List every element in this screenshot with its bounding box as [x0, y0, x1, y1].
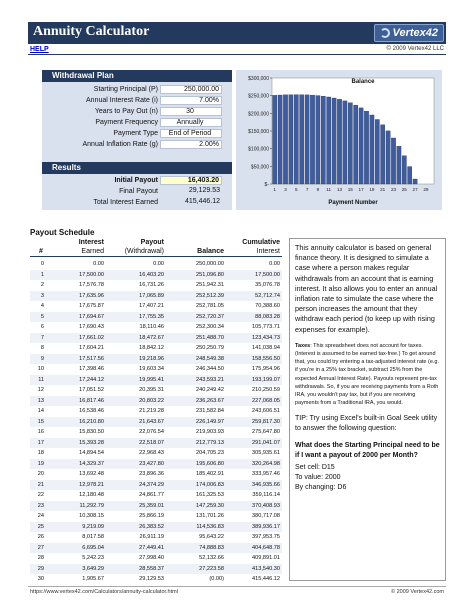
notes-taxes-text: : This spreadsheet does not account for taxes. (Interest is assumed to be earned tax-free.) To get around that, you could try entering a tax-adjusted interest rate (e.g. if you're in a 25% tax bracket, subtract 25% from the expected Annual Interest Rate). Payouts represent pre-tax withdrawals. So, if you are receiving payments from a Roth IRA, you wouldn't pay tax, but if you are receiving payments from a Traditional IRA, you would. [295, 342, 439, 407]
cell-cumulative-interest: 88,083.28 [255, 313, 280, 320]
balance-bar [348, 103, 352, 184]
cell-number: 15 [37, 418, 44, 425]
page-title: Annuity Calculator [33, 24, 150, 39]
cell-cumulative-interest: 0.00 [269, 261, 280, 267]
balance-bar [316, 96, 320, 184]
notes-taxes [295, 342, 440, 408]
cell-interest-earned: 15,830.50 [79, 429, 104, 435]
cell-cumulative-interest: 227,068.05 [252, 397, 280, 404]
chart-title: Balance [351, 79, 375, 85]
cell-number: 5 [40, 313, 44, 320]
cell-cumulative-interest: 380,717.08 [252, 513, 280, 519]
table-row [30, 322, 282, 332]
table-row [30, 343, 282, 353]
cell-number: 18 [37, 450, 44, 456]
cell-cumulative-interest: 397,953.75 [252, 534, 280, 540]
y-tick-label: $- [264, 182, 269, 188]
cell-interest-earned: 16,817.46 [79, 397, 104, 404]
cell-payout: 24,374.29 [139, 481, 164, 488]
cell-balance: 195,606.80 [196, 460, 224, 467]
cell-balance: 250,250.79 [196, 345, 224, 351]
cell-payout: 19,603.34 [139, 366, 164, 372]
cell-balance: 212,779.13 [196, 439, 224, 446]
starting-principal-label: Starting Principal (P) [93, 86, 158, 93]
table-row [30, 448, 282, 458]
y-tick-label: $250,000 [248, 93, 269, 100]
cell-payout: 19,995.41 [139, 376, 164, 383]
table-row [30, 564, 282, 574]
cell-payout: 18,472.67 [139, 334, 164, 341]
cell-balance: 131,701.26 [196, 513, 224, 519]
cell-payout: 28,558.37 [139, 565, 164, 572]
cell-cumulative-interest: 275,647.80 [252, 429, 280, 435]
cell-interest-earned: 17,244.12 [79, 376, 104, 383]
cell-interest-earned: 17,694.67 [79, 313, 104, 320]
table-row [30, 574, 282, 584]
col-header-interest-sub: Earned [81, 248, 104, 255]
footer-copyright: © 2009 Vertex42.com [391, 589, 444, 595]
cell-interest-earned: 17,517.56 [79, 355, 104, 362]
balance-chart [236, 70, 442, 210]
notes-box [289, 238, 446, 581]
cell-balance: 251,488.70 [196, 334, 224, 341]
vertex42-logo[interactable] [374, 24, 444, 42]
cell-number: 8 [40, 345, 44, 351]
cell-interest-earned: 17,661.02 [79, 334, 104, 341]
cell-balance: 226,149.97 [196, 418, 224, 425]
table-row [30, 312, 282, 322]
cell-number: 28 [37, 555, 44, 561]
cell-number: 0 [40, 261, 44, 267]
cell-number: 24 [37, 513, 44, 519]
payment-frequency-row [42, 118, 232, 128]
cell-payout: 26,911.19 [139, 534, 164, 540]
cell-payout: 25,359.01 [139, 502, 164, 509]
balance-bar [321, 96, 325, 184]
cell-interest-earned: 13,692.48 [79, 471, 104, 477]
cell-balance: 252,512.39 [196, 292, 224, 299]
years-label: Years to Pay Out (n) [94, 108, 158, 115]
cell-payout: 18,110.46 [139, 324, 164, 330]
cell-interest-earned: 16,538.46 [79, 408, 104, 414]
cell-number: 14 [37, 408, 44, 414]
balance-bar [413, 179, 417, 184]
cell-payout: 18,842.12 [139, 345, 164, 351]
final-payout-label: Final Payout [119, 188, 158, 195]
cell-cumulative-interest: 320,264.98 [252, 460, 280, 467]
col-header-interest: Interest [78, 239, 104, 246]
results-heading: Results [42, 162, 232, 174]
payment-frequency-label: Payment Frequency [95, 119, 158, 126]
balance-bar [408, 167, 412, 184]
cell-number: 27 [37, 544, 44, 551]
cell-balance: 231,582.84 [196, 408, 224, 414]
cell-payout: 22,076.54 [139, 429, 164, 435]
header-copyright: © 2009 Vertex42 LLC [386, 46, 444, 52]
help-link[interactable]: HELP [30, 46, 49, 53]
cell-cumulative-interest: 415,446.12 [252, 576, 280, 582]
interest-rate-input[interactable]: 7.00% [160, 96, 222, 105]
cell-balance: 243,593.21 [196, 376, 224, 383]
cell-payout: 0.00 [153, 261, 164, 267]
cell-number: 20 [37, 471, 44, 477]
initial-payout-label: Initial Payout [114, 177, 158, 184]
cell-interest-earned: 17,051.52 [79, 387, 104, 393]
cell-interest-earned: 17,576.78 [79, 282, 104, 288]
col-header-payout-sub: (Withdrawal) [124, 248, 164, 255]
cell-interest-earned: 14,329.37 [79, 460, 104, 467]
balance-bar [273, 95, 277, 184]
cell-cumulative-interest: 210,250.59 [252, 387, 280, 393]
cell-number: 10 [37, 366, 44, 372]
y-tick-label: $100,000 [248, 146, 269, 153]
notes-step-set-cell: Set cell: D15 [295, 464, 335, 472]
x-tick-label: 5 [295, 187, 298, 192]
table-row [30, 522, 282, 532]
title-bar [28, 22, 446, 44]
notes-taxes-label: Taxes [295, 342, 311, 349]
table-row [30, 364, 282, 374]
table-row [30, 543, 282, 553]
cell-payout: 17,065.89 [139, 292, 164, 299]
cell-payout: 21,643.67 [139, 418, 164, 425]
x-tick-label: 1 [273, 187, 276, 192]
starting-principal-row [42, 85, 232, 95]
cell-interest-earned: 17,635.96 [79, 292, 104, 299]
cell-cumulative-interest: 389,936.17 [252, 523, 280, 530]
x-axis-label: Payment Number [328, 200, 378, 206]
table-row [30, 291, 282, 301]
cell-cumulative-interest: 17,500.00 [255, 271, 280, 278]
cell-cumulative-interest: 333,957.46 [252, 471, 280, 477]
table-row [30, 406, 282, 416]
cell-number: 3 [40, 292, 44, 299]
balance-bar [337, 99, 341, 184]
balance-bar [278, 95, 282, 184]
cell-interest-earned: 6,695.04 [82, 544, 104, 551]
balance-bar [289, 95, 293, 184]
table-row [30, 385, 282, 395]
y-tick-label: $50,000 [250, 164, 269, 171]
cell-payout: 27,449.41 [139, 544, 164, 551]
cell-number: 19 [37, 460, 44, 467]
cell-balance: 147,259.30 [196, 502, 224, 509]
balance-bar [364, 111, 368, 184]
x-tick-label: 21 [380, 187, 386, 192]
starting-principal-input[interactable]: 250,000.00 [160, 85, 222, 94]
table-row [30, 354, 282, 364]
col-header-balance: Balance [197, 248, 224, 255]
table-row [30, 301, 282, 311]
cell-balance: 251,942.31 [196, 282, 224, 288]
initial-payout-value: 16,403.20 [160, 176, 222, 185]
cell-cumulative-interest: 346,935.66 [252, 481, 280, 488]
total-interest-value: 415,446.12 [184, 198, 220, 205]
initial-payout-row [42, 176, 232, 186]
cell-cumulative-interest: 193,199.07 [252, 376, 280, 383]
y-tick-label: $200,000 [248, 111, 269, 118]
balance-bar [359, 108, 363, 184]
y-tick-label: $150,000 [248, 129, 269, 135]
table-row [30, 480, 282, 490]
cell-balance: 252,300.34 [196, 324, 224, 330]
cell-cumulative-interest: 259,817.30 [252, 418, 280, 425]
cell-interest-earned: 10,308.15 [79, 513, 104, 519]
cell-number: 1 [40, 271, 44, 278]
cell-payout: 16,403.20 [139, 271, 164, 278]
cell-number: 13 [37, 397, 44, 404]
cell-payout: 25,866.19 [139, 513, 164, 519]
x-tick-label: 13 [336, 187, 343, 192]
cell-interest-earned: 12,978.21 [79, 481, 104, 488]
table-row [30, 375, 282, 385]
cell-interest-earned: 17,500.00 [79, 271, 104, 278]
total-interest-row [42, 198, 232, 208]
table-row [30, 270, 282, 280]
x-tick-label: 25 [401, 187, 407, 192]
cell-payout: 23,427.80 [139, 460, 164, 467]
x-tick-label: 15 [347, 187, 353, 192]
col-header-cumulative: Cumulative [242, 239, 280, 246]
years-row [42, 107, 232, 117]
cell-balance: 250,000.00 [196, 261, 224, 267]
cell-cumulative-interest: 359,116.14 [252, 492, 280, 498]
x-tick-label: 23 [390, 187, 397, 192]
cell-number: 25 [37, 523, 44, 530]
cell-number: 2 [40, 282, 44, 288]
cell-balance: 185,402.91 [196, 471, 224, 477]
x-tick-label: 3 [284, 187, 287, 192]
cell-interest-earned: 0.00 [93, 261, 104, 267]
withdrawal-plan-heading: Withdrawal Plan [42, 70, 232, 82]
x-tick-label: 11 [326, 187, 332, 192]
table-row [30, 490, 282, 500]
cell-cumulative-interest: 175,954.96 [252, 366, 280, 372]
x-tick-label: 17 [358, 187, 364, 192]
balance-bar [391, 138, 395, 184]
table-row [30, 396, 282, 406]
cell-payout: 17,755.35 [139, 313, 164, 320]
cell-interest-earned: 8,017.58 [82, 534, 104, 540]
table-row [30, 511, 282, 521]
balance-bar [370, 115, 374, 184]
table-row [30, 333, 282, 343]
payment-type-select[interactable]: End of Period [160, 129, 222, 138]
notes-step-to-value: To value: 2000 [295, 474, 341, 482]
payment-type-row [42, 129, 232, 139]
cell-payout: 17,407.21 [139, 303, 164, 309]
x-tick-label: 7 [305, 187, 309, 192]
cell-number: 12 [37, 387, 44, 393]
cell-cumulative-interest: 243,606.51 [252, 408, 280, 414]
y-tick-label: $300,000 [248, 76, 269, 82]
final-payout-row [42, 187, 232, 197]
cell-number: 7 [40, 334, 44, 341]
cell-payout: 20,395.31 [139, 387, 164, 393]
balance-bar [381, 125, 385, 184]
cell-cumulative-interest: 305,935.61 [252, 450, 280, 456]
table-row [30, 469, 282, 479]
payment-type-label: Payment Type [113, 130, 158, 137]
balance-bar [343, 101, 347, 184]
logo-swirl-icon [380, 28, 390, 38]
cell-number: 17 [37, 439, 44, 446]
cell-number: 9 [40, 355, 44, 362]
inflation-rate-input[interactable]: 2.00% [160, 140, 222, 149]
cell-cumulative-interest: 35,076.78 [255, 282, 280, 288]
cell-balance: 251,096.80 [196, 271, 224, 278]
cell-balance: 27,223.58 [199, 565, 224, 572]
table-row [30, 532, 282, 542]
cell-cumulative-interest: 404,648.78 [252, 544, 280, 551]
cell-number: 23 [37, 502, 44, 509]
cell-cumulative-interest: 291,041.07 [252, 439, 280, 446]
cell-balance: 248,549.38 [196, 355, 224, 362]
table-row [30, 438, 282, 448]
balance-bar [402, 156, 406, 184]
cell-payout: 27,998.40 [139, 555, 164, 561]
withdrawal-plan-panel [42, 70, 232, 210]
cell-balance: 252,781.05 [196, 303, 224, 309]
x-tick-label: 9 [316, 187, 320, 192]
cell-balance: (0.00) [209, 576, 224, 582]
notes-intro: This annuity calculator is based on general finance theory. It is designed to simulate a case where a person makes regular withdrawals from an account that is earning interest. It also allows you to enter an annual inflation rate to simulate the case where the person increases the amount that they withdraw each period (to keep up with rising expenses for example). [295, 243, 438, 334]
total-interest-label: Total Interest Earned [93, 199, 158, 206]
cell-balance: 219,903.93 [196, 429, 224, 435]
cell-payout: 20,803.22 [139, 397, 164, 404]
cell-payout: 29,129.53 [139, 576, 164, 582]
cell-balance: 236,263.67 [196, 397, 224, 404]
cell-payout: 24,861.77 [139, 492, 164, 498]
cell-interest-earned: 9,219.09 [82, 523, 104, 530]
cell-interest-earned: 14,894.54 [79, 450, 104, 456]
cell-number: 22 [37, 492, 44, 498]
cell-cumulative-interest: 409,891.01 [252, 555, 280, 561]
balance-bar [327, 97, 331, 184]
balance-bar [386, 131, 390, 184]
cell-cumulative-interest: 370,408.93 [252, 502, 280, 509]
cell-balance: 74,888.83 [199, 544, 224, 551]
cell-cumulative-interest: 158,556.50 [252, 355, 280, 362]
cell-payout: 21,219.28 [139, 408, 164, 414]
cell-interest-earned: 12,180.48 [79, 492, 104, 498]
cell-balance: 161,325.53 [196, 492, 224, 498]
payout-schedule-heading: Payout Schedule [30, 228, 95, 237]
notes-step-by-changing: By changing: D6 [295, 484, 347, 492]
balance-bar [294, 95, 298, 184]
cell-interest-earned: 11,292.79 [79, 502, 104, 509]
cell-interest-earned: 15,393.28 [79, 439, 104, 446]
x-tick-label: 19 [369, 187, 375, 192]
cell-payout: 23,896.36 [139, 471, 164, 477]
cell-number: 30 [37, 576, 44, 582]
balance-bar [354, 105, 358, 184]
col-header-payout: Payout [140, 239, 164, 246]
cell-cumulative-interest: 105,773.71 [252, 324, 280, 330]
table-row [30, 427, 282, 437]
footer-url-link[interactable]: https://www.vertex42.com/Calculators/annuity-calculator.html [30, 589, 178, 595]
cell-balance: 174,006.83 [196, 481, 224, 488]
cell-number: 21 [37, 481, 44, 488]
table-row [30, 501, 282, 511]
col-header-cumulative-sub: Interest [256, 248, 280, 255]
notes-question: What does the Starting Principal need to be if I want a payout of 2000 per Month? [295, 442, 440, 460]
schedule-header-row [30, 238, 282, 257]
cell-payout: 22,968.43 [139, 450, 164, 456]
cell-cumulative-interest: 70,388.60 [255, 303, 280, 309]
x-tick-label: 29 [423, 187, 429, 192]
cell-number: 16 [37, 429, 44, 435]
balance-bar [310, 95, 314, 184]
cell-number: 26 [37, 534, 44, 540]
cell-cumulative-interest: 413,540.30 [252, 565, 280, 572]
final-payout-value: 29,129.53 [188, 187, 220, 194]
cell-interest-earned: 17,690.43 [79, 324, 104, 330]
balance-bar [305, 95, 309, 184]
balance-bar [375, 119, 379, 184]
cell-cumulative-interest: 141,038.94 [252, 345, 280, 351]
cell-cumulative-interest: 52,712.74 [255, 292, 280, 299]
cell-number: 6 [40, 324, 44, 330]
cell-payout: 22,518.07 [139, 439, 164, 446]
cell-interest-earned: 16,210.80 [79, 418, 104, 425]
cell-number: 4 [40, 303, 44, 309]
cell-balance: 246,344.50 [196, 366, 224, 372]
footer-divider [28, 586, 446, 587]
notes-tip: TIP: Try using Excel's built-in Goal Seek utility to answer the following question: [295, 415, 438, 433]
balance-bar [397, 146, 401, 184]
inflation-rate-row [42, 140, 232, 150]
col-header-number: # [39, 248, 43, 255]
cell-payout: 26,383.52 [139, 523, 164, 530]
cell-balance: 252,720.37 [196, 313, 224, 320]
inflation-rate-label: Annual Inflation Rate (g) [82, 141, 158, 148]
table-row [30, 459, 282, 469]
balance-bar [300, 95, 304, 184]
interest-rate-label: Annual Interest Rate (i) [86, 97, 158, 104]
cell-balance: 52,132.66 [199, 555, 224, 561]
cell-number: 29 [37, 565, 44, 572]
cell-balance: 95,643.22 [199, 534, 224, 540]
cell-payout: 16,731.26 [139, 282, 164, 288]
cell-interest-earned: 3,649.29 [82, 565, 104, 572]
cell-interest-earned: 5,242.23 [82, 555, 104, 561]
balance-bar [332, 98, 336, 184]
cell-interest-earned: 17,398.46 [79, 366, 104, 372]
header-divider [28, 54, 446, 55]
cell-interest-earned: 1,905.67 [82, 576, 104, 582]
balance-bar [283, 95, 287, 184]
interest-rate-row [42, 96, 232, 106]
logo-text: Vertex42 [392, 27, 438, 39]
cell-interest-earned: 17,675.87 [79, 303, 104, 309]
cell-number: 11 [38, 376, 44, 383]
cell-balance: 240,249.42 [196, 387, 224, 393]
cell-payout: 19,218.96 [139, 355, 164, 362]
table-row [30, 259, 282, 269]
cell-cumulative-interest: 123,434.73 [252, 334, 280, 341]
cell-interest-earned: 17,604.21 [79, 345, 104, 351]
cell-balance: 114,536.83 [196, 523, 224, 530]
x-tick-label: 27 [412, 187, 418, 192]
years-input[interactable]: 30 [160, 107, 222, 116]
cell-balance: 204,705.23 [196, 450, 224, 456]
table-row [30, 553, 282, 563]
table-row [30, 280, 282, 290]
payment-frequency-select[interactable]: Annually [160, 118, 222, 127]
table-row [30, 417, 282, 427]
